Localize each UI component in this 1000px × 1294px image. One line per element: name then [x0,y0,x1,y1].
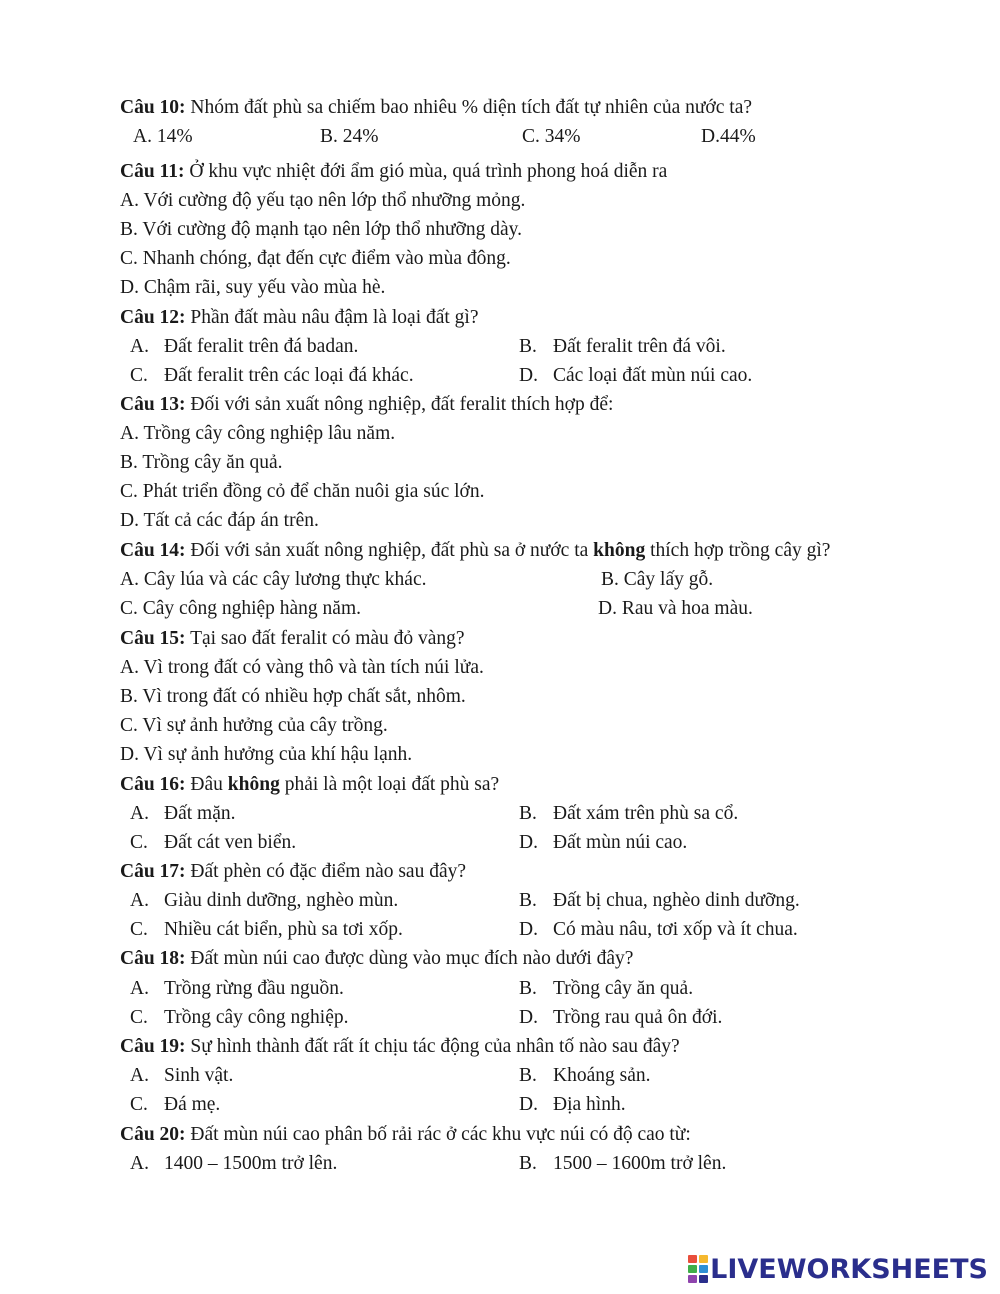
option-d[interactable]: D. Chậm rãi, suy yếu vào mùa hè. [120,277,386,298]
option-b[interactable] [519,1064,650,1088]
option-text: Nhiều cát biển, phù sa tơi xốp. [164,919,403,940]
option-a[interactable] [130,802,235,826]
option-text: Đất mùn núi cao. [553,832,688,853]
option-letter: A. [130,890,149,911]
option-d[interactable]: D.44% [701,126,756,147]
option-letter: B. [519,890,537,911]
option-a[interactable]: A. Trồng cây công nghiệp lâu năm. [120,423,396,444]
option-letter: A. [130,978,149,999]
question-18 [120,947,633,971]
option-letter: A. [130,803,149,824]
question-16 [120,773,499,797]
option-text: Các loại đất mùn núi cao. [553,365,753,386]
option-letter: C. [130,832,148,853]
option-text: Đất xám trên phù sa cổ. [553,803,739,824]
option-letter: D. [519,1094,538,1115]
option-text: Địa hình. [553,1094,626,1115]
option-b[interactable] [519,1152,726,1176]
question-emphasis: không [593,540,646,561]
option-a[interactable] [130,335,358,359]
option-letter: B. [519,978,537,999]
question-text: Đối với sản xuất nông nghiệp, đất phù sa ở nước ta [185,540,594,561]
option-letter: C. [130,1007,148,1028]
option-letter: D. [519,1007,538,1028]
option-d[interactable] [519,831,687,855]
option-d[interactable]: D. Rau và hoa màu. [598,598,753,619]
option-text: Đất feralit trên đá vôi. [553,336,726,357]
option-text: Đá mẹ. [164,1094,221,1115]
option-d[interactable]: D. Tất cả các đáp án trên. [120,510,319,531]
option-c[interactable]: C. Vì sự ảnh hưởng của cây trồng. [120,715,388,736]
option-text: 1400 – 1500m trở lên. [164,1153,338,1174]
option-letter: B. [519,803,537,824]
liveworksheets-logo-text: LIVEWORKSHEETS [710,1253,988,1285]
option-letter: C. [130,919,148,940]
option-d[interactable]: D. Vì sự ảnh hưởng của khí hậu lạnh. [120,744,413,765]
option-text: Đất cát ven biển. [164,832,297,853]
question-text: Nhóm đất phù sa chiếm bao nhiêu % diện tích đất tự nhiên của nước ta? [185,97,752,118]
option-letter: A. [130,1153,149,1174]
option-b[interactable]: B. Cây lấy gỗ. [601,569,714,590]
option-b[interactable]: B. Vì trong đất có nhiều hợp chất sắt, nhôm. [120,686,466,707]
option-c[interactable] [130,1006,349,1030]
option-d[interactable] [519,918,798,942]
question-13 [120,393,613,417]
question-10 [120,96,752,120]
option-c[interactable]: C. Phát triển đồng cỏ để chăn nuôi gia súc lớn. [120,481,485,502]
option-text: Trồng rau quả ôn đới. [553,1007,723,1028]
option-a[interactable]: A. Với cường độ yếu tạo nên lớp thổ nhưỡng mỏng. [120,190,526,211]
question-number: Câu 16: [120,774,186,795]
question-text: Ở khu vực nhiệt đới ẩm gió mùa, quá trình phong hoá diễn ra [184,161,668,182]
question-20 [120,1123,691,1147]
option-text: Khoáng sản. [553,1065,651,1086]
question-17 [120,860,466,884]
option-text: 1500 – 1600m trở lên. [553,1153,727,1174]
question-19 [120,1035,680,1059]
option-text: Trồng cây ăn quả. [553,978,694,999]
question-text: Tại sao đất feralit có màu đỏ vàng? [185,628,465,649]
option-c[interactable] [130,1093,220,1117]
question-12 [120,306,479,330]
question-number: Câu 18: [120,948,186,969]
option-c[interactable] [130,918,403,942]
question-text-cont: phải là một loại đất phù sa? [279,774,500,795]
option-b[interactable] [519,802,738,826]
question-text: Đối với sản xuất nông nghiệp, đất feralit thích hợp để: [185,394,614,415]
option-d[interactable] [519,364,752,388]
option-letter: C. [130,365,148,386]
option-letter: A. [130,1065,149,1086]
option-c[interactable] [130,831,296,855]
question-number: Câu 14: [120,540,186,561]
option-c[interactable]: C. 34% [522,126,581,147]
question-text: Đâu [185,774,228,795]
option-b[interactable]: B. 24% [320,126,379,147]
question-15 [120,627,465,651]
option-a[interactable]: A. Cây lúa và các cây lương thực khác. [120,569,427,590]
option-letter: B. [519,1065,537,1086]
option-a[interactable] [130,1152,337,1176]
option-b[interactable] [519,889,800,913]
option-c[interactable] [130,364,414,388]
question-emphasis: không [227,774,280,795]
option-text: Trồng cây công nghiệp. [164,1007,349,1028]
question-11 [120,160,667,184]
option-letter: C. [130,1094,148,1115]
liveworksheets-logo-icon [688,1255,708,1283]
option-b[interactable]: B. Trồng cây ăn quả. [120,452,283,473]
option-letter: D. [519,365,538,386]
option-d[interactable] [519,1093,626,1117]
option-letter: D. [519,919,538,940]
option-a[interactable]: A. Vì trong đất có vàng thô và tàn tích núi lửa. [120,657,484,678]
option-text: Đất feralit trên đá badan. [164,336,359,357]
option-text: Đất feralit trên các loại đá khác. [164,365,414,386]
option-a[interactable] [130,1064,233,1088]
option-text: Đất bị chua, nghèo dinh dưỡng. [553,890,800,911]
question-number: Câu 10: [120,97,186,118]
option-d[interactable] [519,1006,722,1030]
option-letter: D. [519,832,538,853]
option-b[interactable]: B. Với cường độ mạnh tạo nên lớp thổ nhưỡng dày. [120,219,522,240]
question-text: Đất mùn núi cao được dùng vào mục đích nào dưới đây? [185,948,634,969]
option-a[interactable] [130,889,398,913]
question-text-cont: thích hợp trồng cây gì? [645,540,831,561]
question-number: Câu 12: [120,307,186,328]
question-number: Câu 17: [120,861,186,882]
question-text: Sự hình thành đất rất ít chịu tác động của nhân tố nào sau đây? [185,1036,680,1057]
option-b[interactable] [519,977,693,1001]
option-letter: A. [130,336,149,357]
option-c[interactable]: C. Nhanh chóng, đạt đến cực điểm vào mùa đông. [120,248,511,269]
question-number: Câu 11: [120,161,185,182]
option-letter: B. [519,1153,537,1174]
option-text: Trồng rừng đầu nguồn. [164,978,344,999]
option-a[interactable] [130,977,344,1001]
option-c[interactable]: C. Cây công nghiệp hàng năm. [120,598,361,619]
option-b[interactable] [519,335,726,359]
option-text: Đất mặn. [164,803,236,824]
question-number: Câu 13: [120,394,186,415]
question-text: Đất mùn núi cao phân bố rải rác ở các khu vực núi có độ cao từ: [185,1124,691,1145]
question-text: Phần đất màu nâu đậm là loại đất gì? [185,307,479,328]
option-text: Giàu dinh dưỡng, nghèo mùn. [164,890,399,911]
question-text: Đất phèn có đặc điểm nào sau đây? [185,861,467,882]
option-a[interactable]: A. 14% [133,126,193,147]
question-number: Câu 15: [120,628,186,649]
option-text: Có màu nâu, tơi xốp và ít chua. [553,919,798,940]
option-letter: B. [519,336,537,357]
question-number: Câu 19: [120,1036,186,1057]
liveworksheets-logo[interactable] [688,1252,988,1286]
question-14 [120,539,830,563]
question-number: Câu 20: [120,1124,186,1145]
option-text: Sinh vật. [164,1065,234,1086]
